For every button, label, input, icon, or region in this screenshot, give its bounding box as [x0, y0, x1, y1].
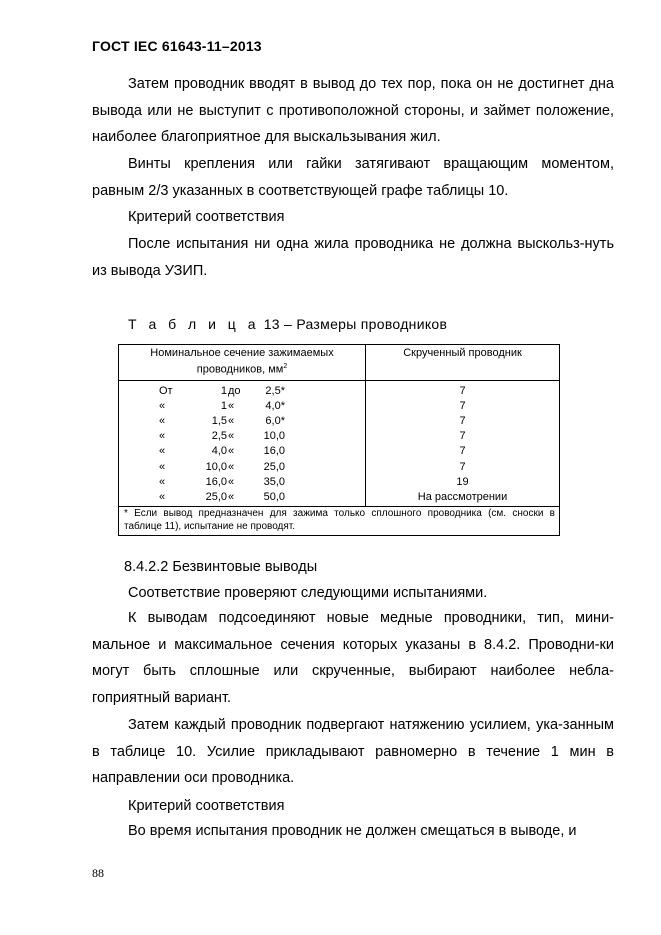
paragraph-1: Затем проводник вводят в вывод до тех пор, пока он не достигнет дна вывода или не выступит с противоположной стороны, и займет положение, наиболее благоприятное для выскальзывания жил. [92, 76, 614, 145]
paragraph-5: К выводам подсоединяют новые медные проводники, тип, мини-мальное и максимальное сечения которых указаны в 8.4.2. Проводни-ки могут быть сплошные или скрученные, выбирают наиболее небла-гоприятный вариант. [92, 610, 614, 706]
criterion-heading-2: Критерий соответствия [128, 798, 285, 814]
range-to: 16,0 [263, 445, 285, 458]
range-to: 35,0 [263, 475, 285, 488]
range-prefix: « [159, 475, 166, 488]
table-row [119, 490, 365, 505]
range-to: 10,0 [263, 430, 285, 443]
table-row [119, 384, 365, 399]
stranded-value: 7 [459, 415, 466, 428]
range-prefix: « [159, 490, 166, 503]
range-from: 25,0 [205, 490, 227, 503]
paragraph-2: Винты крепления или гайки затягивают вращающим моментом, равным 2/3 указанных в соответствующей графе таблицы 10. [92, 156, 614, 199]
stranded-value: 7 [459, 460, 466, 473]
page-number: 88 [92, 866, 104, 880]
stranded-value: На рассмотрении [417, 490, 508, 503]
range-to: 4,0* [265, 399, 285, 412]
stranded-value: 7 [459, 399, 466, 412]
range-prefix: « [159, 430, 166, 443]
table-body-row [119, 380, 560, 507]
range-to-word: « [228, 445, 235, 458]
range-prefix: « [159, 415, 166, 428]
table-row [119, 399, 365, 414]
stranded-value: 7 [459, 384, 466, 397]
range-to-word: до [228, 384, 241, 397]
conductor-sizes-table [118, 344, 560, 536]
range-to: 25,0 [263, 460, 285, 473]
stranded-value: 7 [459, 445, 466, 458]
table-header-row [119, 345, 560, 381]
range-to-word: « [228, 460, 235, 473]
range-from: 1 [220, 384, 227, 397]
document-header: ГОСТ IEC 61643-11–2013 [92, 38, 262, 54]
range-to-word: « [228, 490, 235, 503]
range-to: 2,5* [265, 384, 285, 397]
range-from: 1,5 [211, 415, 227, 428]
range-to: 6,0* [265, 415, 285, 428]
paragraph-6: Затем каждый проводник подвергают натяжению усилием, ука-занным в таблице 10. Усилие прикладывают равномерно в течение 1 мин в направлении оси проводника. [92, 717, 614, 786]
range-prefix: « [159, 445, 166, 458]
table-row [119, 475, 365, 490]
table-row [119, 444, 365, 459]
paragraph-3: После испытания ни одна жила проводника не должна выскольз-нуть из вывода УЗИП. [92, 236, 614, 279]
header-cross-section: Номинальное сечение зажимаемых проводников, $мм^2$ [119, 345, 366, 381]
range-to-word: « [228, 399, 235, 412]
range-from: 16,0 [205, 475, 227, 488]
table-row [119, 429, 365, 444]
range-from: 4,0 [211, 445, 227, 458]
table-row [119, 414, 365, 429]
criterion-heading-1: Критерий соответствия [128, 209, 285, 225]
table-caption [128, 316, 447, 332]
range-to: 50,0 [263, 490, 285, 503]
header-stranded-conductor: Скрученный проводник [366, 345, 560, 381]
cross-section-column [119, 380, 366, 507]
range-to-word: « [228, 430, 235, 443]
table-caption-text: 13 – Размеры проводников [259, 316, 448, 332]
paragraph-7: Во время испытания проводник не должен смещаться в выводе, и [128, 823, 577, 839]
table-row [119, 460, 365, 475]
paragraph-4: Соответствие проверяют следующими испытаниями. [128, 585, 488, 601]
range-to-word: « [228, 475, 235, 488]
table-caption-label: Т а б л и ц а [128, 316, 260, 332]
stranded-column [366, 380, 560, 507]
range-prefix: « [159, 460, 166, 473]
range-from: 1 [220, 399, 227, 412]
range-prefix: От [159, 384, 173, 397]
stranded-value: 7 [459, 430, 466, 443]
stranded-value: 19 [456, 475, 469, 488]
range-prefix: « [159, 399, 166, 412]
range-from: 2,5 [211, 430, 227, 443]
table-footnote: * Если вывод предназначен для зажима только сплошного проводника (см. сноски в таблице 11), испытание не проводят. [119, 507, 560, 536]
range-from: 10,0 [205, 460, 227, 473]
range-to-word: « [228, 415, 235, 428]
table-footnote-row [119, 507, 560, 536]
section-title: 8.4.2.2 Безвинтовые выводы [124, 559, 318, 575]
